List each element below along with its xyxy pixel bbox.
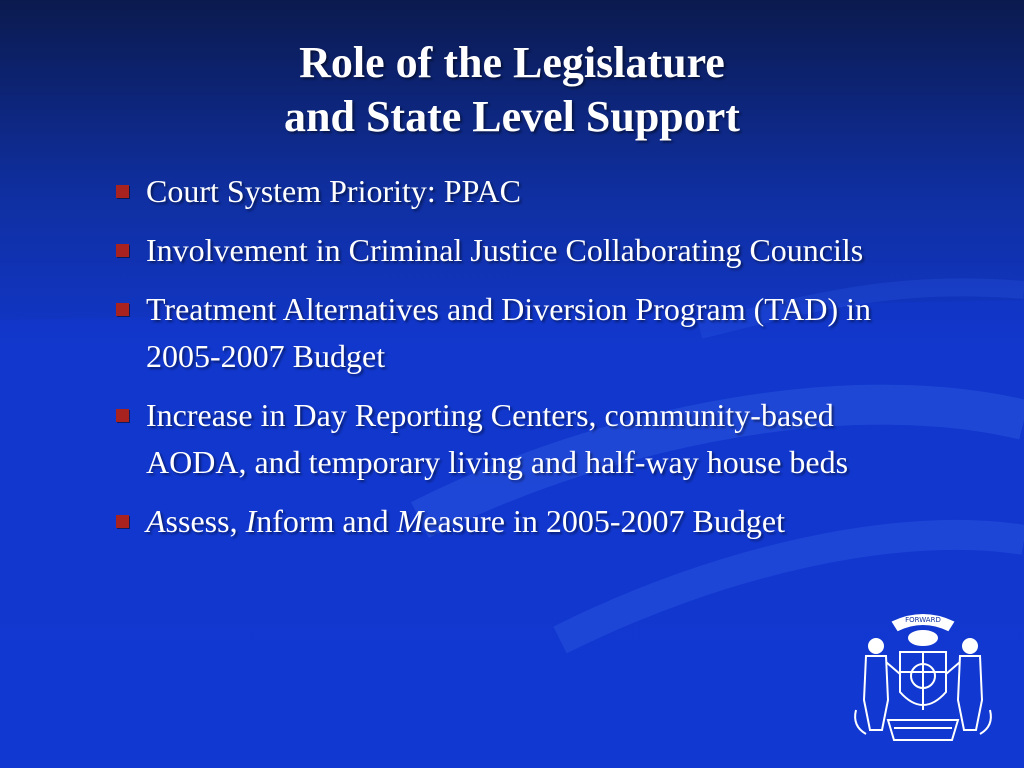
square-bullet-icon xyxy=(116,409,129,422)
square-bullet-icon xyxy=(116,244,129,257)
initial-i: I xyxy=(245,503,257,539)
bullet-item xyxy=(112,168,902,215)
square-bullet-icon xyxy=(116,303,129,316)
seal-motto: FORWARD xyxy=(905,616,941,624)
square-bullet-icon xyxy=(116,185,129,198)
title-line-2: and State Level Support xyxy=(284,92,740,141)
slide-title xyxy=(0,36,1024,144)
initial-m: M xyxy=(396,503,424,539)
word-inform: nform and xyxy=(256,503,397,539)
bullet-item xyxy=(112,392,902,486)
wisconsin-seal-icon xyxy=(848,600,998,750)
initial-a: A xyxy=(146,503,166,539)
title-line-1: Role of the Legislature xyxy=(299,38,725,87)
bullet-text: Court System Priority: PPAC xyxy=(146,173,521,209)
square-bullet-icon xyxy=(116,515,129,528)
bullet-item xyxy=(112,498,902,545)
bullet-text xyxy=(146,503,785,539)
bullet-item xyxy=(112,286,902,380)
bullet-text: Treatment Alternatives and Diversion Program (TAD) in 2005-2007 Budget xyxy=(146,291,871,374)
bullet-text: Involvement in Criminal Justice Collaborating Councils xyxy=(146,232,864,268)
word-assess: ssess, xyxy=(165,503,246,539)
bullet-item xyxy=(112,227,902,274)
word-measure: easure in 2005-2007 Budget xyxy=(423,503,785,539)
bullet-text: Increase in Day Reporting Centers, community-based AODA, and temporary living and half-way house beds xyxy=(146,397,849,480)
bullet-list xyxy=(112,168,902,557)
